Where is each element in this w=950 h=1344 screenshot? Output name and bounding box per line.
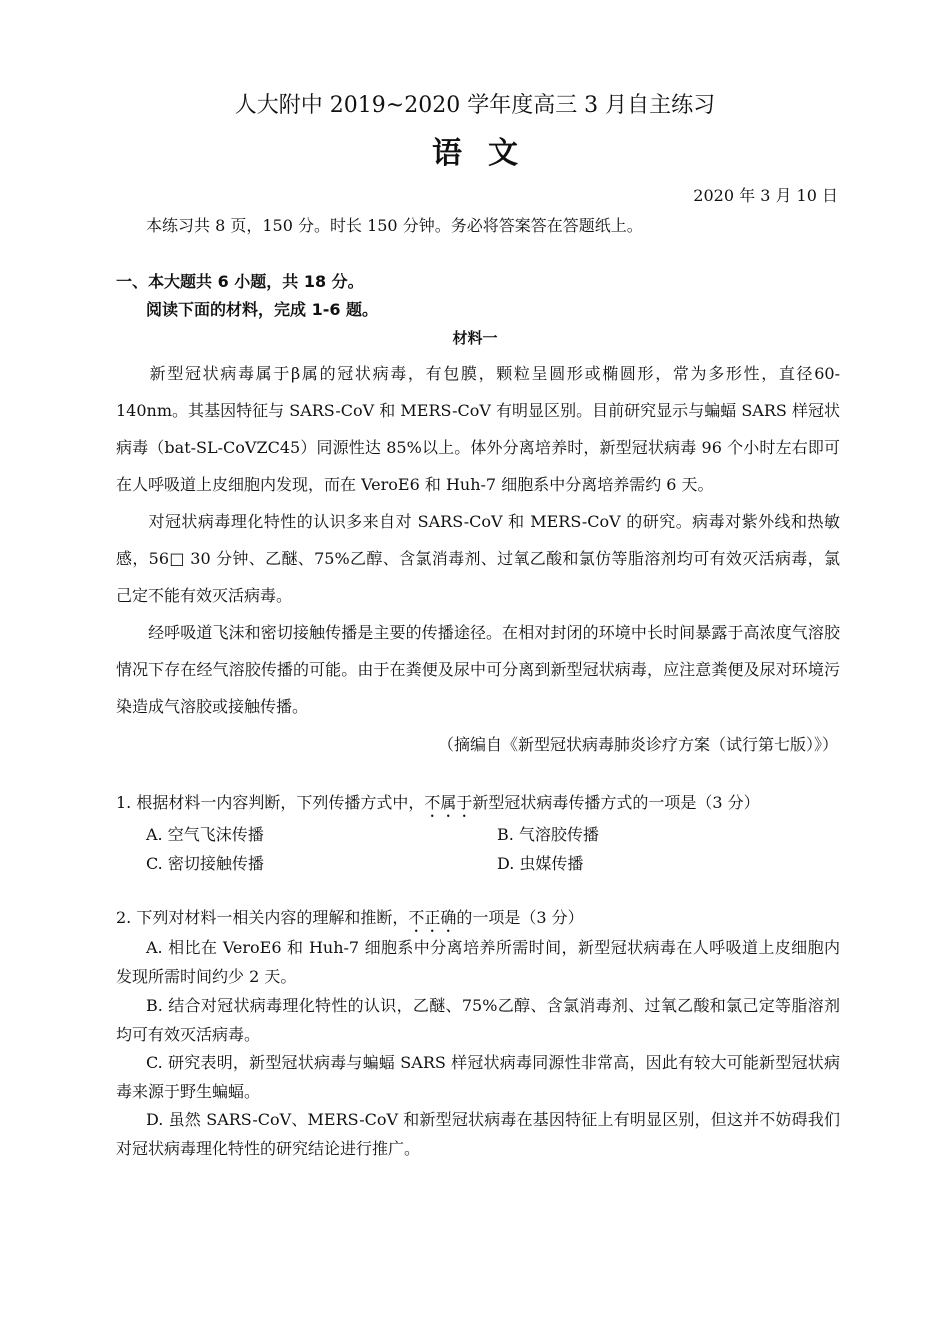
q2-option-d: D. 虽然 SARS-CoV、MERS-CoV 和新型冠状病毒在基因特征上有明显区别，但这并不妨碍我们对冠状病毒理化特性的研究结论进行推广。 — [116, 1110, 840, 1158]
section-instruction: 阅读下面的材料，完成 1-6 题。 — [146, 300, 379, 319]
section-heading: 一、本大题共 6 小题，共 18 分。 — [116, 272, 364, 291]
question-2-stem: 2. 下列对材料一相关内容的理解和推断，不正确的一项是（3 分） — [116, 908, 584, 927]
exam-date: 2020 年 3 月 10 日 — [693, 186, 838, 205]
q2-option-c: C. 研究表明，新型冠状病毒与蝙蝠 SARS 样冠状病毒同源性非常高，因此有较大可能新型冠状病毒来源于野生蝙蝠。 — [116, 1053, 840, 1101]
q2-option-a: A. 相比在 VeroE6 和 Huh-7 细胞系中分离培养所需时间，新型冠状病毒在人呼吸道上皮细胞内发现所需时间约少 2 天。 — [116, 938, 840, 986]
exam-title: 人大附中 2019~2020 学年度高三 3 月自主练习 — [234, 93, 716, 118]
q1-option-b: B. 气溶胶传播 — [497, 825, 599, 844]
material-paragraph-3: 经呼吸道飞沫和密切接触传播是主要的传播途径。在相对封闭的环境中长时间暴露于高浓度气溶胶情况下存在经气溶胶传播的可能。由于在粪便及尿中可分离到新型冠状病毒，应注意粪便及尿对环境污染造成气溶胶或接触传播。 — [116, 623, 840, 716]
q1-option-d: D. 虫媒传播 — [497, 854, 584, 873]
material-source: （摘编自《新型冠状病毒肺炎诊疗方案（试行第七版）》） — [437, 735, 838, 754]
question-1-stem: 1. 根据材料一内容判断，下列传播方式中，不属于新型冠状病毒传播方式的一项是（3 分） — [116, 793, 760, 812]
material-title: 材料一 — [452, 329, 498, 347]
q2-option-b: B. 结合对冠状病毒理化特性的认识，乙醚、75%乙醇、含氯消毒剂、过氧乙酸和氯己定等脂溶剂均可有效灭活病毒。 — [116, 996, 840, 1044]
q1-option-a: A. 空气飞沫传播 — [146, 825, 264, 844]
subject-title: 语文 — [432, 136, 544, 171]
q1-option-c: C. 密切接触传播 — [146, 854, 264, 873]
material-paragraph-1: 新型冠状病毒属于β属的冠状病毒，有包膜，颗粒呈圆形或椭圆形，常为多形性，直径60-140nm。其基因特征与 SARS-CoV 和 MERS-CoV 有明显区别。目前研究显示与蝙蝠 SARS 样冠状病毒（bat-SL-CoVZC45）同源性达 85%以上。体外分离培养时，新型冠状病毒 96 个小时左右即可在人呼吸道上皮细胞内发现，而在 VeroE6 和 Huh-7 细胞系中分离培养需约 6 天。 — [116, 364, 840, 494]
exam-intro: 本练习共 8 页，150 分。时长 150 分钟。务必将答案答在答题纸上。 — [146, 216, 643, 235]
material-paragraph-2: 对冠状病毒理化特性的认识多来自对 SARS-CoV 和 MERS-CoV 的研究。病毒对紫外线和热敏感，56□ 30 分钟、乙醚、75%乙醇、含氯消毒剂、过氧乙酸和氯仿等脂溶剂均可有效灭活病毒，氯己定不能有效灭活病毒。 — [116, 512, 840, 605]
